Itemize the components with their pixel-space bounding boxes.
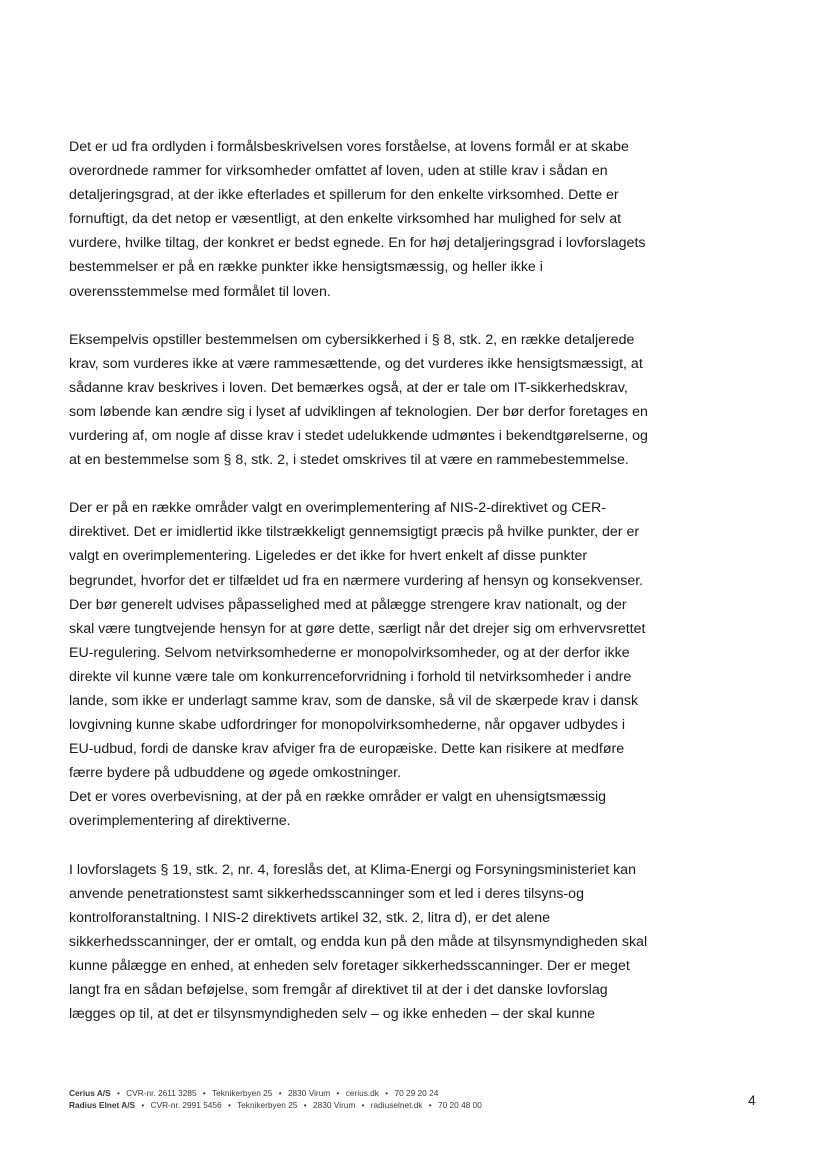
text-line: EU-udbud, fordi de danske krav afviger fra de europæiske. Dette kan risikere at medføre xyxy=(69,741,625,758)
footer-separator: • xyxy=(385,1088,389,1098)
footer-separator: • xyxy=(116,1088,120,1098)
page-number: 4 xyxy=(748,1092,756,1108)
footer-line-radius xyxy=(69,1099,482,1111)
text-line: direktivet. Det er imidlertid ikke tilstrækkeligt gennemsigtigt præcis på hvilke punkter, der er xyxy=(69,524,640,541)
text-line: kunne pålægge en enhed, at enheden selv foretager sikkerhedsscanninger. Der er meget xyxy=(69,957,630,974)
text-line: begrundet, hvorfor det er tilfældet ud fra en nærmere vurdering af hensyn og konsekvenser. xyxy=(69,572,644,589)
footer-phone: 70 20 48 00 xyxy=(438,1100,482,1110)
text-line: lægges op til, at det er tilsynsmyndigheden selv – og ikke enheden – der skal kunne xyxy=(69,1006,596,1023)
text-line: detaljeringsgrad, at der ikke efterlades et spillerum for den enkelte virksomhed. Dette er xyxy=(69,187,619,204)
footer-separator: • xyxy=(227,1100,231,1110)
text-line: overimplementering af direktiverne. xyxy=(69,813,291,830)
footer-company: Radius Elnet A/S xyxy=(69,1100,136,1110)
text-line: Det er vores overbevisning, at der på en række områder er valgt en uhensigtsmæssig xyxy=(69,789,607,806)
footer-city: 2830 Virum xyxy=(312,1100,356,1110)
text-line: direkte vil kunne være tale om konkurrenceforvridning i forhold til netvirksomheder i andre xyxy=(69,668,632,685)
footer-city: 2830 Virum xyxy=(287,1088,331,1098)
footer-company: Cerius A/S xyxy=(69,1088,111,1098)
text-line: at en bestemmelse som § 8, stk. 2, i stedet omskrives til at være en rammebestemmelse. xyxy=(69,452,629,469)
footer-phone: 70 29 20 24 xyxy=(394,1088,439,1098)
footer-web: radiuselnet.dk xyxy=(370,1100,423,1110)
text-line: Eksempelvis opstiller bestemmelsen om cybersikkerhed i § 8, stk. 2, en række detaljerede xyxy=(69,331,635,348)
text-line: anvende penetrationstest samt sikkerhedsscanninger som et led i deres tilsyns-og xyxy=(69,885,584,902)
text-line: færre bydere på udbuddene og øgede omkostninger. xyxy=(69,765,402,782)
paragraph-spacer xyxy=(69,834,759,858)
body-text xyxy=(69,135,759,1026)
paragraph xyxy=(69,328,759,473)
footer-address: Teknikerbyen 25 xyxy=(237,1100,298,1110)
paragraph xyxy=(69,135,759,304)
footer-separator: • xyxy=(141,1100,145,1110)
text-line: langt fra en sådan beføjelse, som fremgår af direktivet til at der i det danske lovforslag xyxy=(69,982,608,998)
footer-separator: • xyxy=(428,1100,432,1110)
footer-separator: • xyxy=(361,1100,365,1110)
footer xyxy=(69,1087,482,1111)
text-line: bestemmelser er på en række punkter ikke hensigtsmæssig, og heller ikke i xyxy=(69,259,543,276)
footer-cvr: CVR-nr. 2611 3285 xyxy=(126,1088,197,1098)
text-line: sikkerhedsscanninger, der er omtalt, og endda kun på den måde at tilsynsmyndigheden skal xyxy=(69,933,648,950)
text-line: EU-regulering. Selvom netvirksomhederne er monopolvirksomheder, og at der derfor ikke xyxy=(69,644,630,661)
footer-separator: • xyxy=(336,1088,340,1098)
footer-separator: • xyxy=(202,1088,206,1098)
text-line: sådanne krav beskrives i loven. Det bemærkes også, at der er tale om IT-sikkerhedskrav, xyxy=(69,379,628,396)
text-line: Der bør generelt udvises påpasselighed med at pålægge strengere krav nationalt, og der xyxy=(69,596,627,613)
text-line: Der er på en række områder valgt en overimplementering af NIS-2-direktivet og CER- xyxy=(69,500,606,517)
text-line: fornuftigt, da det netop er væsentligt, at den enkelte virksomhed har mulighed for selv at xyxy=(69,211,622,228)
text-line: krav, som vurderes ikke at være rammesættende, og det vurderes ikke hensigtsmæssigt, at xyxy=(69,355,643,372)
paragraph-spacer xyxy=(69,472,759,496)
text-line: lande, som ikke er underlagt samme krav, som de danske, så vil de skærpede krav i dansk xyxy=(69,692,639,709)
text-line: valgt en overimplementering. Ligeledes er det ikke for hvert enkelt af disse punkter xyxy=(69,548,588,565)
text-line: I lovforslagets § 19, stk. 2, nr. 4, foreslås det, at Klima-Energi og Forsyningsministeriet kan xyxy=(69,861,636,878)
text-line: overordnede rammer for virksomheder omfattet af loven, uden at stille krav i sådan en xyxy=(69,163,608,180)
text-line: som løbende kan ændre sig i lyset af udviklingen af teknologien. Der bør derfor foretages en xyxy=(69,403,648,420)
text-line: vurdere, hvilke tiltag, der konkret er bedst egnede. En for høj detaljeringsgrad i lovforslagets xyxy=(69,235,646,252)
footer-separator: • xyxy=(303,1100,307,1110)
paragraph xyxy=(69,496,759,833)
footer-separator: • xyxy=(278,1088,282,1098)
paragraph xyxy=(69,858,759,1027)
footer-cvr: CVR-nr. 2991 5456 xyxy=(150,1100,222,1110)
footer-address: Teknikerbyen 25 xyxy=(211,1088,273,1098)
text-line: Det er ud fra ordlyden i formålsbeskrivelsen vores forståelse, at lovens formål er at skabe xyxy=(69,139,629,155)
text-line: kontrolforanstaltning. I NIS-2 direktivets artikel 32, stk. 2, litra d), er det alene xyxy=(69,909,551,926)
text-line: vurdering af, om nogle af disse krav i stedet udelukkende udmøntes i bekendtgørelserne, og xyxy=(69,428,648,445)
text-line: lovgivning kunne skabe udfordringer for monopolvirksomhederne, når opgaver udbydes i xyxy=(69,717,626,734)
text-line: skal være tungtvejende hensyn for at gøre dette, særligt når det drejer sig om erhvervsrettet xyxy=(69,620,646,637)
footer-web: cerius.dk xyxy=(345,1088,379,1098)
text-line: overensstemmelse med formålet til loven. xyxy=(69,283,331,300)
paragraph-spacer xyxy=(69,304,759,328)
footer-line-cerius xyxy=(69,1087,482,1099)
